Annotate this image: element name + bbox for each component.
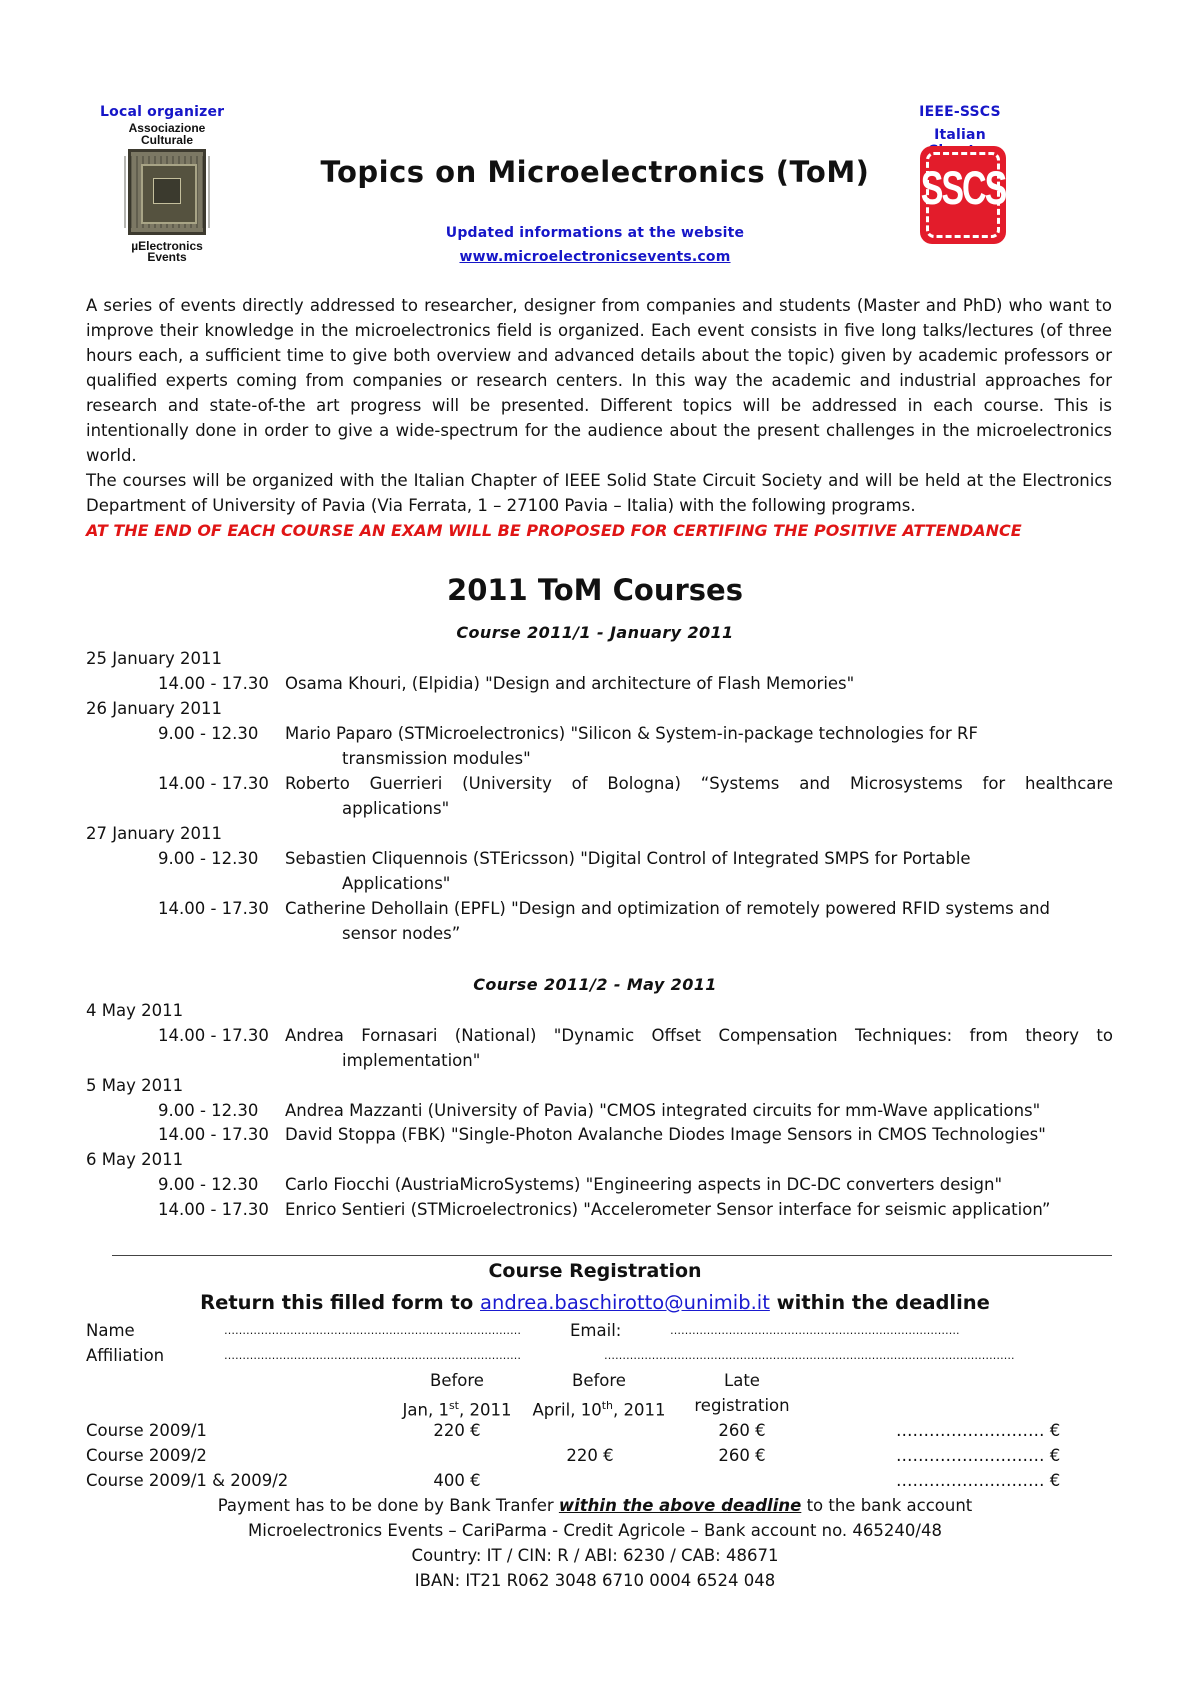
- name-label: Name: [86, 1321, 135, 1340]
- registration-title: Course Registration: [488, 1260, 702, 1282]
- row1-total-field[interactable]: ……………………… €: [896, 1421, 1061, 1440]
- sscs-logo: [920, 146, 1006, 244]
- session-desc-line2: sensor nodes”: [342, 924, 461, 943]
- col1-date-text: Jan, 1: [402, 1400, 449, 1420]
- ieee-sscs-label: IEEE-SSCS: [919, 104, 1001, 120]
- row2-mid-price: 220 €: [566, 1446, 614, 1465]
- affiliation-field-1[interactable]: ………………………………………………………………………: [224, 1349, 521, 1362]
- courses-title: 2011 ToM Courses: [447, 573, 743, 607]
- session-desc-line1: Roberto Guerrieri (University of Bologna) “Systems and Microsystems for healthcare: [285, 774, 1113, 793]
- session-time: 14.00 - 17.30: [158, 1200, 269, 1219]
- name-field[interactable]: ………………………………………………………………………: [224, 1324, 521, 1337]
- exam-notice: AT THE END OF EACH COURSE AN EXAM WILL BE PROPOSED FOR CERTIFING THE POSITIVE ATTENDANCE: [86, 521, 1022, 540]
- row1-early-price: 220 €: [433, 1421, 481, 1440]
- payment-instructions: [0, 1493, 1190, 1518]
- payment-deadline-emphasis: within the above deadline: [558, 1496, 802, 1515]
- affiliation-label: Affiliation: [86, 1346, 165, 1365]
- session-time: 14.00 - 17.30: [158, 774, 269, 793]
- col1-date-sup: st: [448, 1399, 459, 1412]
- org-logo-line2: Culturale: [140, 133, 193, 147]
- row3-early-price: 400 €: [433, 1471, 481, 1490]
- session-desc: Carlo Fiocchi (AustriaMicroSystems) "Engineering aspects in DC-DC converters design": [285, 1175, 1003, 1194]
- local-organizer-label: Local organizer: [100, 104, 225, 120]
- iban-line: IBAN: IT21 R062 3048 6710 0004 6524 048: [414, 1571, 776, 1590]
- session-time: 9.00 - 12.30: [158, 1175, 259, 1194]
- session-desc-line1: Sebastien Cliquennois (STEricsson) "Digital Control of Integrated SMPS for Portable: [285, 849, 971, 868]
- course2-day3: 6 May 2011: [86, 1150, 184, 1169]
- session-time: 14.00 - 17.30: [158, 899, 269, 918]
- organizer-logo: [112, 122, 222, 263]
- course1-day3: 27 January 2011: [86, 824, 223, 843]
- course2-day1: 4 May 2011: [86, 1001, 184, 1020]
- session-time: 9.00 - 12.30: [158, 849, 259, 868]
- col2-date-sup: th: [601, 1399, 613, 1412]
- return-suffix: within the deadline: [776, 1291, 990, 1314]
- session-desc-line2: applications": [342, 799, 450, 818]
- course1-day1: 25 January 2011: [86, 649, 223, 668]
- session-time: 9.00 - 12.30: [158, 724, 259, 743]
- row3-label: Course 2009/1 & 2009/2: [86, 1471, 289, 1490]
- registration-instructions: [0, 1291, 1190, 1314]
- row2-total-field[interactable]: ……………………… €: [896, 1446, 1061, 1465]
- col2-date: [520, 1393, 678, 1423]
- session-time: 14.00 - 17.30: [158, 1026, 269, 1045]
- bank-account-line: Microelectronics Events – CariParma - Credit Agricole – Bank account no. 465240/48: [248, 1521, 942, 1540]
- intro-paragraph-1: A series of events directly addressed to researcher, designer from companies and students (Master and PhD) who want to improve their knowledge in the microelectronics field is organized. Each event consists in five long talks/lectures (of three hours each, a sufficient time to give both overview and advanced details about the topic) given by academic professors or qualified experts coming from companies or research centers. In this way the academic and industrial approaches for research and state-of-the art progress will be presented. Different topics will be addressed in each course. This is intentionally done in order to give a wide-spectrum for the audience about the present challenges in the microelectronics world.: [86, 296, 1112, 465]
- italian-chapter-label: Italian: [934, 127, 986, 143]
- col1-date-year: , 2011: [459, 1400, 512, 1420]
- email-field[interactable]: …………………………………………………………………….: [670, 1324, 960, 1337]
- org-logo-line1: Associazione: [128, 121, 206, 135]
- session-desc-line2: transmission modules": [342, 749, 531, 768]
- email-label: Email:: [570, 1321, 622, 1340]
- col2-date-text: April, 10: [532, 1400, 602, 1420]
- sscs-logo-text: SSCS: [920, 162, 1006, 216]
- course1-day2: 26 January 2011: [86, 699, 223, 718]
- col2-date-year: , 2011: [613, 1400, 666, 1420]
- session-desc-line2: Applications": [342, 874, 451, 893]
- session-desc: Andrea Mazzanti (University of Pavia) "CMOS integrated circuits for mm-Wave applications": [285, 1101, 1041, 1120]
- course2-day2: 5 May 2011: [86, 1076, 184, 1095]
- session-desc-line1: Catherine Dehollain (EPFL) "Design and optimization of remotely powered RFID systems and: [285, 899, 1050, 918]
- registration-email-link[interactable]: andrea.baschirotto@unimib.it: [480, 1291, 770, 1314]
- org-logo-line4: Events: [147, 250, 187, 264]
- course2-heading: Course 2011/2 - May 2011: [473, 975, 717, 994]
- row1-late-price: 260 €: [718, 1421, 766, 1440]
- affiliation-field-2[interactable]: ………………………………………………………………………………………………….: [604, 1349, 1015, 1362]
- row3-total-field[interactable]: ……………………… €: [896, 1471, 1061, 1490]
- bank-codes-line: Country: IT / CIN: R / ABI: 6230 / CAB: 48671: [411, 1546, 779, 1565]
- session-desc: David Stoppa (FBK) "Single-Photon Avalanche Diodes Image Sensors in CMOS Technologies": [285, 1125, 1046, 1144]
- session-time: 14.00 - 17.30: [158, 1125, 269, 1144]
- session-time: 9.00 - 12.30: [158, 1101, 259, 1120]
- payment-prefix: Payment has to be done by Bank Tranfer: [217, 1496, 554, 1515]
- session-desc: Osama Khouri, (Elpidia) "Design and architecture of Flash Memories": [285, 674, 855, 693]
- session-desc: Enrico Sentieri (STMicroelectronics) "Accelerometer Sensor interface for seismic application”: [285, 1200, 1051, 1219]
- course1-heading: Course 2011/1 - January 2011: [456, 623, 734, 642]
- session-time: 14.00 - 17.30: [158, 674, 269, 693]
- session-desc-line1: Mario Paparo (STMicroelectronics) "Silicon & System-in-package technologies for RF: [285, 724, 978, 743]
- return-prefix: Return this filled form to: [200, 1291, 474, 1314]
- intro-paragraph-2: The courses will be organized with the Italian Chapter of IEEE Solid State Circuit Society and will be held at the Electronics Department of University of Pavia (Via Ferrata, 1 – 27100 Pavia – Italia) with the following programs.: [86, 471, 1112, 515]
- row2-label: Course 2009/2: [86, 1446, 207, 1465]
- row2-late-price: 260 €: [718, 1446, 766, 1465]
- intro-section: [86, 293, 1112, 543]
- website-link[interactable]: www.microelectronicsevents.com: [459, 249, 731, 265]
- col2-header: Before: [572, 1371, 626, 1390]
- payment-suffix: to the bank account: [806, 1496, 973, 1515]
- row1-label: Course 2009/1: [86, 1421, 207, 1440]
- col1-header: Before: [430, 1371, 484, 1390]
- section-divider: [112, 1255, 1112, 1256]
- session-desc-line1: Andrea Fornasari (National) "Dynamic Offset Compensation Techniques: from theory to: [285, 1026, 1113, 1045]
- col3-header: Late: [724, 1371, 760, 1390]
- session-desc-line2: implementation": [342, 1051, 481, 1070]
- page-title: Topics on Microelectronics (ToM): [320, 155, 870, 189]
- updated-info-label: Updated informations at the website: [445, 225, 745, 241]
- org-logo-line3: µElectronics: [131, 239, 203, 253]
- col3-subheader: registration: [694, 1396, 790, 1415]
